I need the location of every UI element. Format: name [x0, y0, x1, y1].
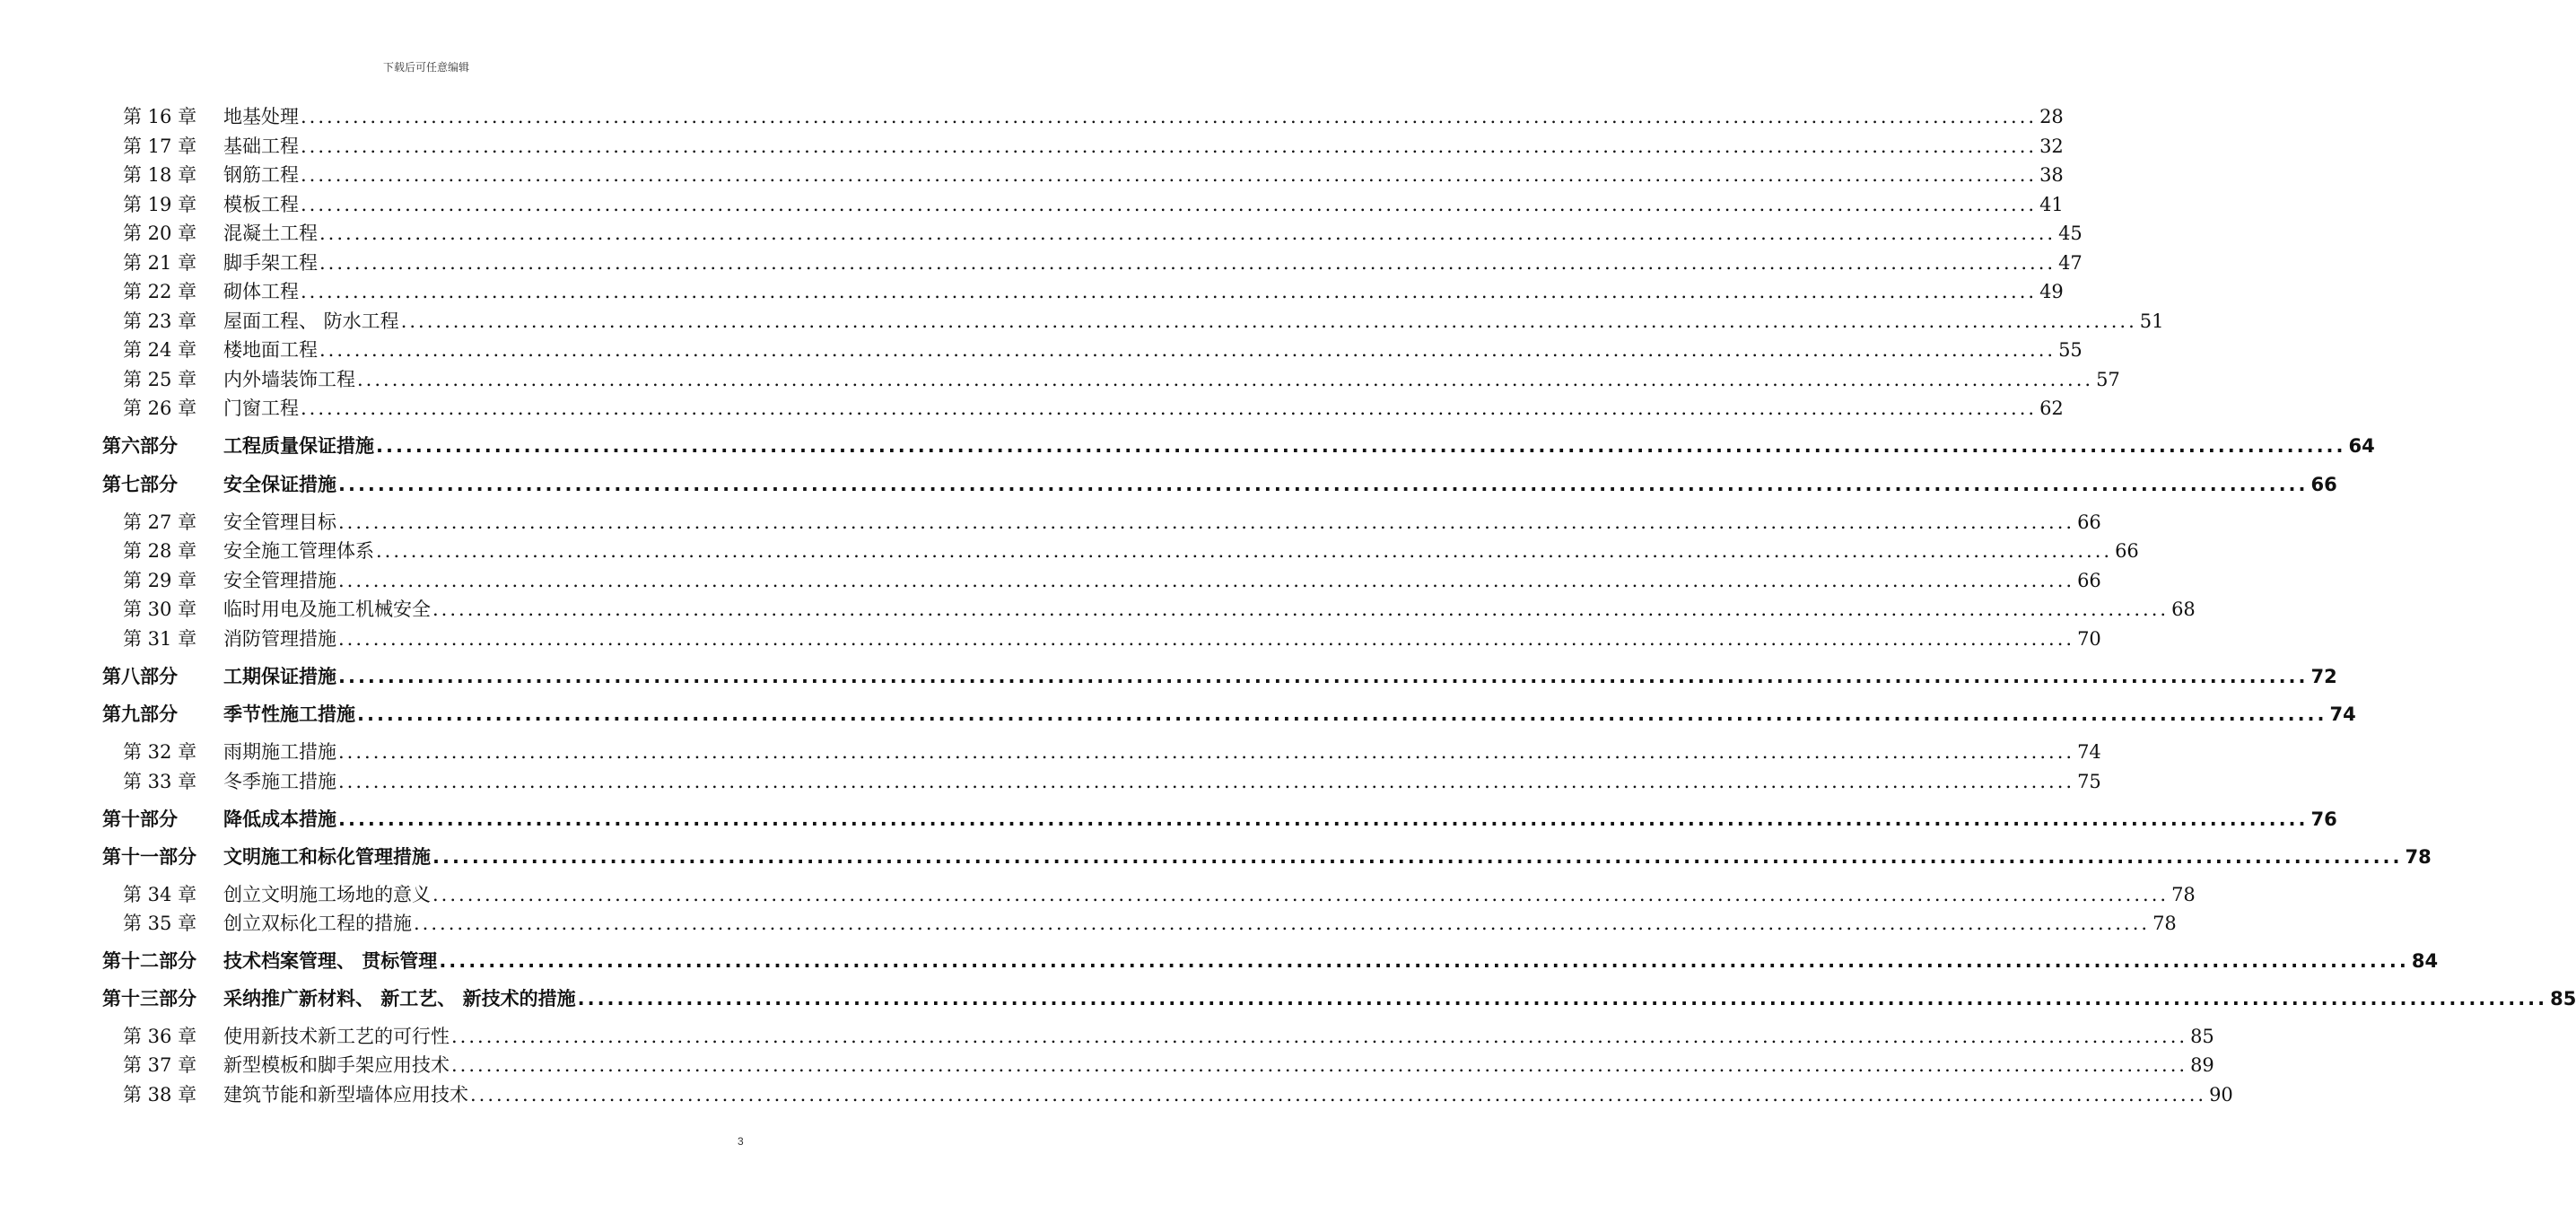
toc-dot-leader: ........................................................................................................................................................................................................ — [338, 666, 2309, 687]
toc-dot-leader: ........................................................................................................................................................................................................ — [301, 106, 2038, 127]
toc-entry-page: 66 — [2077, 511, 2101, 533]
toc-chapter-entry[interactable] — [0, 1023, 2214, 1050]
toc-chapter-entry[interactable] — [0, 395, 2064, 422]
toc-dot-leader: ........................................................................................................................................................................................................ — [470, 1084, 2207, 1106]
toc-part-entry[interactable] — [0, 701, 2356, 728]
toc-chapter-entry[interactable] — [0, 881, 2196, 908]
toc-entry-page: 47 — [2058, 252, 2083, 274]
toc-dot-leader: ........................................................................................................................................................................................................ — [376, 435, 2346, 457]
toc-entry-number: 第 27 章 — [123, 511, 197, 533]
toc-entry-title: 混凝土工程 — [223, 223, 318, 244]
toc-dot-leader: ........................................................................................................................................................................................................ — [439, 950, 2409, 972]
toc-entry-page: 55 — [2058, 339, 2083, 361]
toc-chapter-entry[interactable] — [0, 220, 2083, 247]
toc-entry-title: 安全施工管理体系 — [223, 540, 374, 562]
toc-chapter-entry[interactable] — [0, 278, 2064, 305]
toc-dot-leader: ........................................................................................................................................................................................................ — [338, 771, 2075, 792]
toc-entry-page: 68 — [2171, 599, 2196, 620]
toc-entry-number: 第 28 章 — [123, 540, 197, 562]
toc-entry-title: 雨期施工措施 — [223, 741, 336, 763]
toc-entry-number: 第七部分 — [102, 474, 178, 495]
toc-part-entry[interactable] — [0, 663, 2337, 690]
toc-chapter-entry[interactable] — [0, 191, 2064, 218]
toc-entry-number: 第九部分 — [102, 704, 178, 725]
toc-entry-title: 内外墙装饰工程 — [223, 369, 355, 390]
toc-dot-leader: ........................................................................................................................................................................................................ — [301, 135, 2038, 157]
toc-entry-title: 临时用电及施工机械安全 — [223, 599, 431, 620]
toc-entry-page: 70 — [2077, 628, 2101, 650]
toc-dot-leader: ........................................................................................................................................................................................................ — [301, 281, 2038, 302]
toc-dot-leader: ........................................................................................................................................................................................................ — [338, 474, 2309, 495]
toc-part-entry[interactable] — [0, 471, 2337, 498]
toc-entry-number: 第 17 章 — [123, 135, 197, 157]
toc-entry-number: 第 16 章 — [123, 106, 197, 127]
toc-entry-number: 第 26 章 — [123, 398, 197, 419]
toc-entry-number: 第 31 章 — [123, 628, 197, 650]
toc-dot-leader: ........................................................................................................................................................................................................ — [301, 398, 2038, 419]
toc-entry-page: 85 — [2190, 1026, 2214, 1047]
toc-chapter-entry[interactable] — [0, 567, 2101, 594]
toc-entry-page: 85 — [2550, 988, 2576, 1009]
toc-part-entry[interactable] — [0, 985, 2576, 1012]
toc-entry-title: 安全保证措施 — [223, 474, 336, 495]
toc-entry-page: 62 — [2039, 398, 2064, 419]
toc-entry-title: 新型模板和脚手架应用技术 — [223, 1054, 450, 1076]
toc-dot-leader: ........................................................................................................................................................................................................ — [432, 884, 2170, 905]
toc-dot-leader: ........................................................................................................................................................................................................ — [400, 310, 2137, 332]
toc-entry-page: 51 — [2139, 310, 2164, 332]
toc-entry-title: 工程质量保证措施 — [223, 435, 374, 457]
toc-entry-page: 72 — [2310, 666, 2337, 687]
toc-entry-title: 文明施工和标化管理措施 — [223, 846, 431, 868]
toc-entry-page: 78 — [2171, 884, 2196, 905]
toc-entry-title: 安全管理措施 — [223, 570, 336, 591]
toc-dot-leader: ........................................................................................................................................................................................................ — [451, 1026, 2188, 1047]
toc-entry-title: 基础工程 — [223, 135, 299, 157]
toc-entry-title: 安全管理目标 — [223, 511, 336, 533]
toc-dot-leader: ........................................................................................................................................................................................................ — [432, 846, 2403, 868]
toc-dot-leader: ........................................................................................................................................................................................................ — [414, 913, 2151, 934]
toc-entry-page: 41 — [2039, 194, 2064, 215]
toc-entry-number: 第 36 章 — [123, 1026, 197, 1047]
toc-entry-page: 49 — [2039, 281, 2064, 302]
toc-entry-page: 75 — [2077, 771, 2101, 792]
toc-chapter-entry[interactable] — [0, 162, 2064, 188]
toc-entry-number: 第八部分 — [102, 666, 178, 687]
toc-entry-number: 第 23 章 — [123, 310, 197, 332]
toc-entry-title: 脚手架工程 — [223, 252, 318, 274]
toc-entry-page: 74 — [2077, 741, 2101, 763]
toc-dot-leader: ........................................................................................................................................................................................................ — [338, 628, 2075, 650]
toc-chapter-entry[interactable] — [0, 336, 2083, 363]
toc-chapter-entry[interactable] — [0, 509, 2101, 536]
toc-entry-number: 第 32 章 — [123, 741, 197, 763]
toc-chapter-entry[interactable] — [0, 103, 2064, 130]
toc-chapter-entry[interactable] — [0, 768, 2101, 795]
toc-entry-page: 66 — [2310, 474, 2337, 495]
toc-entry-page: 57 — [2096, 369, 2120, 390]
toc-entry-page: 84 — [2411, 950, 2439, 972]
toc-entry-page: 89 — [2190, 1054, 2214, 1076]
toc-entry-number: 第 21 章 — [123, 252, 197, 274]
toc-entry-title: 采纳推广新材料、 新工艺、 新技术的措施 — [223, 988, 576, 1009]
toc-entry-number: 第 19 章 — [123, 194, 197, 215]
toc-entry-number: 第 24 章 — [123, 339, 197, 361]
toc-entry-title: 创立双标化工程的措施 — [223, 913, 412, 934]
toc-part-entry[interactable] — [0, 806, 2337, 833]
toc-entry-page: 66 — [2115, 540, 2139, 562]
toc-entry-title: 建筑节能和新型墙体应用技术 — [223, 1084, 468, 1106]
toc-chapter-entry[interactable] — [0, 1081, 2233, 1108]
toc-entry-number: 第 20 章 — [123, 223, 197, 244]
toc-entry-title: 钢筋工程 — [223, 164, 299, 186]
toc-entry-title: 屋面工程、 防水工程 — [223, 310, 399, 332]
toc-entry-title: 冬季施工措施 — [223, 771, 336, 792]
toc-entry-number: 第 37 章 — [123, 1054, 197, 1076]
toc-entry-title: 使用新技术新工艺的可行性 — [223, 1026, 450, 1047]
toc-entry-title: 消防管理措施 — [223, 628, 336, 650]
toc-entry-page: 38 — [2039, 164, 2064, 186]
toc-entry-number: 第 33 章 — [123, 771, 197, 792]
toc-entry-number: 第十三部分 — [102, 988, 196, 1009]
toc-entry-number: 第 35 章 — [123, 913, 197, 934]
toc-entry-page: 76 — [2310, 808, 2337, 830]
toc-dot-leader: ........................................................................................................................................................................................................ — [376, 540, 2113, 562]
toc-entry-page: 90 — [2209, 1084, 2233, 1106]
toc-chapter-entry[interactable] — [0, 910, 2177, 937]
toc-chapter-entry[interactable] — [0, 133, 2064, 160]
toc-chapter-entry[interactable] — [0, 1052, 2214, 1079]
toc-entry-title: 季节性施工措施 — [223, 704, 355, 725]
toc-entry-page: 45 — [2058, 223, 2083, 244]
toc-entry-title: 楼地面工程 — [223, 339, 318, 361]
toc-part-entry[interactable] — [0, 948, 2439, 974]
toc-entry-title: 工期保证措施 — [223, 666, 336, 687]
toc-chapter-entry[interactable] — [0, 249, 2083, 276]
toc-entry-number: 第 38 章 — [123, 1084, 197, 1106]
toc-entry-number: 第 29 章 — [123, 570, 197, 591]
toc-dot-leader: ........................................................................................................................................................................................................ — [319, 223, 2056, 244]
toc-chapter-entry[interactable] — [0, 596, 2196, 623]
toc-entry-page: 32 — [2039, 135, 2064, 157]
toc-dot-leader: ........................................................................................................................................................................................................ — [432, 599, 2170, 620]
toc-dot-leader: ........................................................................................................................................................................................................ — [357, 704, 2327, 725]
toc-entry-page: 74 — [2329, 704, 2356, 725]
toc-entry-number: 第 30 章 — [123, 599, 197, 620]
toc-dot-leader: ........................................................................................................................................................................................................ — [301, 164, 2038, 186]
toc-dot-leader: ........................................................................................................................................................................................................ — [577, 988, 2548, 1009]
toc-entry-page: 78 — [2152, 913, 2177, 934]
toc-entry-number: 第 18 章 — [123, 164, 197, 186]
toc-entry-page: 66 — [2077, 570, 2101, 591]
toc-entry-number: 第 34 章 — [123, 884, 197, 905]
toc-entry-number: 第十部分 — [102, 808, 178, 830]
toc-chapter-entry[interactable] — [0, 738, 2101, 765]
toc-entry-page: 64 — [2348, 435, 2375, 457]
toc-dot-leader: ........................................................................................................................................................................................................ — [338, 808, 2309, 830]
toc-dot-leader: ........................................................................................................................................................................................................ — [319, 252, 2056, 274]
toc-entry-title: 创立文明施工场地的意义 — [223, 884, 431, 905]
toc-dot-leader: ........................................................................................................................................................................................................ — [338, 570, 2075, 591]
toc-entry-page: 28 — [2039, 106, 2064, 127]
toc-entry-title: 门窗工程 — [223, 398, 299, 419]
toc-dot-leader: ........................................................................................................................................................................................................ — [357, 369, 2094, 390]
toc-chapter-entry[interactable] — [0, 308, 2164, 335]
toc-dot-leader: ........................................................................................................................................................................................................ — [338, 511, 2075, 533]
page-number: 3 — [738, 1135, 744, 1148]
toc-entry-title: 降低成本措施 — [223, 808, 336, 830]
toc-entry-title: 砌体工程 — [223, 281, 299, 302]
toc-entry-number: 第六部分 — [102, 435, 178, 457]
toc-chapter-entry[interactable] — [0, 537, 2139, 564]
toc-dot-leader: ........................................................................................................................................................................................................ — [319, 339, 2056, 361]
toc-entry-title: 模板工程 — [223, 194, 299, 215]
toc-entry-title: 技术档案管理、 贯标管理 — [223, 950, 438, 972]
toc-entry-title: 地基处理 — [223, 106, 299, 127]
toc-entry-number: 第十一部分 — [102, 846, 196, 868]
toc-entry-number: 第 22 章 — [123, 281, 197, 302]
toc-dot-leader: ........................................................................................................................................................................................................ — [301, 194, 2038, 215]
toc-dot-leader: ........................................................................................................................................................................................................ — [451, 1054, 2188, 1076]
toc-chapter-entry[interactable] — [0, 625, 2101, 652]
page-header: 下载后可任意编辑 — [382, 61, 469, 74]
toc-chapter-entry[interactable] — [0, 366, 2120, 393]
toc-dot-leader: ........................................................................................................................................................................................................ — [338, 741, 2075, 763]
toc-entry-number: 第 25 章 — [123, 369, 197, 390]
toc-part-entry[interactable] — [0, 843, 2432, 870]
toc-part-entry[interactable] — [0, 433, 2375, 459]
toc-entry-number: 第十二部分 — [102, 950, 196, 972]
toc-entry-page: 78 — [2405, 846, 2432, 868]
